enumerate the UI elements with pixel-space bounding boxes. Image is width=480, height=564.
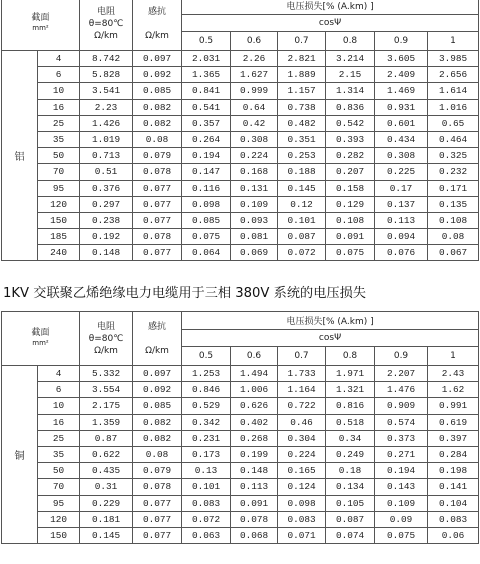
value-cell: 1.314 bbox=[326, 83, 375, 99]
value-cell: 0.134 bbox=[326, 479, 375, 495]
value-cell: 0.109 bbox=[231, 196, 278, 212]
section-size-cell: 95 bbox=[38, 180, 80, 196]
section-size-cell: 95 bbox=[38, 495, 80, 511]
value-cell: 0.229 bbox=[80, 495, 133, 511]
value-cell: 0.12 bbox=[278, 196, 326, 212]
value-cell: 0.13 bbox=[182, 463, 231, 479]
value-cell: 0.08 bbox=[133, 131, 182, 147]
value-cell: 1.426 bbox=[80, 115, 133, 131]
value-cell: 0.357 bbox=[182, 115, 231, 131]
value-cell: 0.198 bbox=[428, 463, 479, 479]
value-cell: 0.101 bbox=[278, 212, 326, 228]
value-cell: 0.181 bbox=[80, 511, 133, 527]
cos-value-header: 0.7 bbox=[278, 32, 326, 51]
value-cell: 0.253 bbox=[278, 148, 326, 164]
value-cell: 0.069 bbox=[231, 245, 278, 261]
value-cell: 0.101 bbox=[182, 479, 231, 495]
resistance-header: 电阻 θ=80℃ Ω/km bbox=[80, 312, 133, 366]
value-cell: 0.626 bbox=[231, 398, 278, 414]
value-cell: 3.214 bbox=[326, 51, 375, 67]
section-size-cell: 6 bbox=[38, 67, 80, 83]
value-cell: 0.846 bbox=[182, 382, 231, 398]
section-size-cell: 10 bbox=[38, 398, 80, 414]
voltage-loss-header: 电压损失[% (A.km) ] bbox=[182, 0, 479, 15]
table-row bbox=[2, 511, 479, 527]
value-cell: 0.077 bbox=[133, 495, 182, 511]
table-row bbox=[2, 463, 479, 479]
value-cell: 0.402 bbox=[231, 414, 278, 430]
table-row bbox=[2, 180, 479, 196]
value-cell: 3.605 bbox=[375, 51, 428, 67]
resistance-header: 电阻 θ=80℃ Ω/km bbox=[80, 0, 133, 51]
value-cell: 0.093 bbox=[231, 212, 278, 228]
value-cell: 2.656 bbox=[428, 67, 479, 83]
value-cell: 0.207 bbox=[326, 164, 375, 180]
section-size-cell: 240 bbox=[38, 245, 80, 261]
value-cell: 0.18 bbox=[326, 463, 375, 479]
value-cell: 0.271 bbox=[375, 446, 428, 462]
value-cell: 0.075 bbox=[326, 245, 375, 261]
value-cell: 0.909 bbox=[375, 398, 428, 414]
cos-value-header: 0.5 bbox=[182, 347, 231, 366]
section-size-cell: 185 bbox=[38, 229, 80, 245]
table-row bbox=[2, 446, 479, 462]
value-cell: 0.077 bbox=[133, 527, 182, 543]
value-cell: 1.469 bbox=[375, 83, 428, 99]
cos-header: cosΨ bbox=[182, 15, 479, 32]
value-cell: 0.063 bbox=[182, 527, 231, 543]
value-cell: 0.393 bbox=[326, 131, 375, 147]
table-row bbox=[2, 131, 479, 147]
section-size-cell: 150 bbox=[38, 212, 80, 228]
value-cell: 0.116 bbox=[182, 180, 231, 196]
value-cell: 0.108 bbox=[326, 212, 375, 228]
value-cell: 0.34 bbox=[326, 430, 375, 446]
table-row bbox=[2, 366, 479, 382]
section-size-cell: 50 bbox=[38, 148, 80, 164]
value-cell: 1.016 bbox=[428, 99, 479, 115]
value-cell: 0.232 bbox=[428, 164, 479, 180]
value-cell: 0.077 bbox=[133, 212, 182, 228]
value-cell: 2.409 bbox=[375, 67, 428, 83]
value-cell: 0.068 bbox=[231, 527, 278, 543]
section-size-cell: 6 bbox=[38, 382, 80, 398]
voltage-loss-header: 电压损失[% (A.km) ] bbox=[182, 312, 479, 330]
value-cell: 0.999 bbox=[231, 83, 278, 99]
value-cell: 0.171 bbox=[428, 180, 479, 196]
value-cell: 0.067 bbox=[428, 245, 479, 261]
cos-value-header: 0.9 bbox=[375, 347, 428, 366]
value-cell: 1.627 bbox=[231, 67, 278, 83]
conductor-material-cell: 铜 bbox=[2, 366, 38, 544]
value-cell: 1.019 bbox=[80, 131, 133, 147]
section-size-cell: 50 bbox=[38, 463, 80, 479]
value-cell: 0.297 bbox=[80, 196, 133, 212]
table-row bbox=[2, 495, 479, 511]
value-cell: 0.079 bbox=[133, 148, 182, 164]
value-cell: 0.194 bbox=[182, 148, 231, 164]
section-size-cell: 70 bbox=[38, 479, 80, 495]
value-cell: 0.077 bbox=[133, 245, 182, 261]
value-cell: 0.87 bbox=[80, 430, 133, 446]
value-cell: 1.62 bbox=[428, 382, 479, 398]
cos-header: cosΨ bbox=[182, 330, 479, 347]
section-size-cell: 120 bbox=[38, 196, 80, 212]
value-cell: 0.087 bbox=[278, 229, 326, 245]
table-row bbox=[2, 99, 479, 115]
value-cell: 0.148 bbox=[80, 245, 133, 261]
value-cell: 1.889 bbox=[278, 67, 326, 83]
table-row bbox=[2, 212, 479, 228]
value-cell: 0.17 bbox=[375, 180, 428, 196]
value-cell: 0.238 bbox=[80, 212, 133, 228]
conductor-material-cell: 铝 bbox=[2, 51, 38, 261]
value-cell: 0.091 bbox=[231, 495, 278, 511]
value-cell: 0.64 bbox=[231, 99, 278, 115]
value-cell: 2.23 bbox=[80, 99, 133, 115]
value-cell: 0.282 bbox=[326, 148, 375, 164]
value-cell: 0.085 bbox=[133, 83, 182, 99]
section-size-cell: 16 bbox=[38, 99, 80, 115]
value-cell: 0.064 bbox=[182, 245, 231, 261]
value-cell: 0.091 bbox=[326, 229, 375, 245]
table-row bbox=[2, 527, 479, 543]
value-cell: 1.476 bbox=[375, 382, 428, 398]
value-cell: 0.129 bbox=[326, 196, 375, 212]
value-cell: 5.828 bbox=[80, 67, 133, 83]
value-cell: 0.08 bbox=[133, 446, 182, 462]
value-cell: 0.373 bbox=[375, 430, 428, 446]
value-cell: 0.145 bbox=[80, 527, 133, 543]
value-cell: 1.365 bbox=[182, 67, 231, 83]
value-cell: 0.079 bbox=[133, 463, 182, 479]
table-row bbox=[2, 83, 479, 99]
value-cell: 1.253 bbox=[182, 366, 231, 382]
value-cell: 2.031 bbox=[182, 51, 231, 67]
value-cell: 0.574 bbox=[375, 414, 428, 430]
value-cell: 0.194 bbox=[375, 463, 428, 479]
value-cell: 0.249 bbox=[326, 446, 375, 462]
section-size-cell: 150 bbox=[38, 527, 80, 543]
value-cell: 0.224 bbox=[231, 148, 278, 164]
table-row bbox=[2, 479, 479, 495]
value-cell: 0.082 bbox=[133, 115, 182, 131]
value-cell: 0.325 bbox=[428, 148, 479, 164]
value-cell: 0.094 bbox=[375, 229, 428, 245]
value-cell: 1.494 bbox=[231, 366, 278, 382]
value-cell: 0.081 bbox=[231, 229, 278, 245]
value-cell: 0.51 bbox=[80, 164, 133, 180]
value-cell: 0.148 bbox=[231, 463, 278, 479]
cos-value-header: 0.6 bbox=[231, 32, 278, 51]
cos-value-header: 0.6 bbox=[231, 347, 278, 366]
value-cell: 0.816 bbox=[326, 398, 375, 414]
cos-value-header: 0.8 bbox=[326, 32, 375, 51]
section-size-cell: 10 bbox=[38, 83, 80, 99]
value-cell: 2.15 bbox=[326, 67, 375, 83]
cos-value-header: 0.5 bbox=[182, 32, 231, 51]
value-cell: 0.071 bbox=[278, 527, 326, 543]
value-cell: 1.006 bbox=[231, 382, 278, 398]
section-size-cell: 35 bbox=[38, 446, 80, 462]
reactance-header: 感抗 Ω/km bbox=[133, 0, 182, 51]
value-cell: 0.264 bbox=[182, 131, 231, 147]
value-cell: 3.554 bbox=[80, 382, 133, 398]
value-cell: 0.098 bbox=[182, 196, 231, 212]
value-cell: 0.351 bbox=[278, 131, 326, 147]
section-header: 截面 $^{mm^2}$ bbox=[2, 0, 80, 51]
table-row bbox=[2, 148, 479, 164]
table-row bbox=[2, 196, 479, 212]
cos-value-header: 0.7 bbox=[278, 347, 326, 366]
value-cell: 0.199 bbox=[231, 446, 278, 462]
value-cell: 0.109 bbox=[375, 495, 428, 511]
value-cell: 0.075 bbox=[375, 527, 428, 543]
cos-value-header: 0.8 bbox=[326, 347, 375, 366]
value-cell: 0.083 bbox=[182, 495, 231, 511]
value-cell: 1.614 bbox=[428, 83, 479, 99]
value-cell: 0.991 bbox=[428, 398, 479, 414]
value-cell: 0.188 bbox=[278, 164, 326, 180]
value-cell: 0.077 bbox=[133, 511, 182, 527]
value-cell: 0.077 bbox=[133, 196, 182, 212]
value-cell: 0.135 bbox=[428, 196, 479, 212]
value-cell: 0.931 bbox=[375, 99, 428, 115]
value-cell: 0.738 bbox=[278, 99, 326, 115]
table-row bbox=[2, 398, 479, 414]
value-cell: 0.124 bbox=[278, 479, 326, 495]
value-cell: 1.971 bbox=[326, 366, 375, 382]
value-cell: 0.145 bbox=[278, 180, 326, 196]
value-cell: 0.097 bbox=[133, 51, 182, 67]
value-cell: 0.397 bbox=[428, 430, 479, 446]
cos-value-header: 1 bbox=[428, 32, 479, 51]
value-cell: 0.158 bbox=[326, 180, 375, 196]
value-cell: 1.321 bbox=[326, 382, 375, 398]
value-cell: 0.165 bbox=[278, 463, 326, 479]
value-cell: 0.518 bbox=[326, 414, 375, 430]
value-cell: 0.619 bbox=[428, 414, 479, 430]
value-cell: 0.09 bbox=[375, 511, 428, 527]
table-row bbox=[2, 229, 479, 245]
value-cell: 0.092 bbox=[133, 382, 182, 398]
table-row bbox=[2, 115, 479, 131]
section-size-cell: 25 bbox=[38, 430, 80, 446]
value-cell: 0.173 bbox=[182, 446, 231, 462]
value-cell: 0.376 bbox=[80, 180, 133, 196]
value-cell: 0.113 bbox=[375, 212, 428, 228]
value-cell: 0.078 bbox=[133, 164, 182, 180]
value-cell: 0.622 bbox=[80, 446, 133, 462]
value-cell: 1.359 bbox=[80, 414, 133, 430]
value-cell: 0.131 bbox=[231, 180, 278, 196]
value-cell: 2.821 bbox=[278, 51, 326, 67]
value-cell: 0.46 bbox=[278, 414, 326, 430]
table-row bbox=[2, 414, 479, 430]
value-cell: 0.085 bbox=[133, 398, 182, 414]
value-cell: 0.083 bbox=[278, 511, 326, 527]
value-cell: 0.075 bbox=[182, 229, 231, 245]
value-cell: 0.083 bbox=[428, 511, 479, 527]
value-cell: 0.098 bbox=[278, 495, 326, 511]
value-cell: 8.742 bbox=[80, 51, 133, 67]
section-size-cell: 4 bbox=[38, 51, 80, 67]
aluminum-cable-table bbox=[1, 0, 479, 261]
value-cell: 0.078 bbox=[133, 479, 182, 495]
value-cell: 0.722 bbox=[278, 398, 326, 414]
value-cell: 0.113 bbox=[231, 479, 278, 495]
value-cell: 0.482 bbox=[278, 115, 326, 131]
value-cell: 0.342 bbox=[182, 414, 231, 430]
value-cell: 0.434 bbox=[375, 131, 428, 147]
table-row bbox=[2, 382, 479, 398]
value-cell: 2.26 bbox=[231, 51, 278, 67]
table-row bbox=[2, 245, 479, 261]
table-row bbox=[2, 67, 479, 83]
cos-value-header: 0.9 bbox=[375, 32, 428, 51]
section-header: 截面 $^{mm^2}$ bbox=[2, 312, 80, 366]
reactance-header: 感抗 Ω/km bbox=[133, 312, 182, 366]
value-cell: 0.713 bbox=[80, 148, 133, 164]
value-cell: 0.092 bbox=[133, 67, 182, 83]
value-cell: 0.077 bbox=[133, 180, 182, 196]
value-cell: 0.841 bbox=[182, 83, 231, 99]
value-cell: 0.231 bbox=[182, 430, 231, 446]
value-cell: 0.076 bbox=[375, 245, 428, 261]
section-size-cell: 25 bbox=[38, 115, 80, 131]
section-size-cell: 70 bbox=[38, 164, 80, 180]
section-size-cell: 4 bbox=[38, 366, 80, 382]
value-cell: 0.082 bbox=[133, 430, 182, 446]
value-cell: 0.268 bbox=[231, 430, 278, 446]
value-cell: 0.078 bbox=[133, 229, 182, 245]
value-cell: 0.08 bbox=[428, 229, 479, 245]
value-cell: 0.06 bbox=[428, 527, 479, 543]
value-cell: 5.332 bbox=[80, 366, 133, 382]
value-cell: 0.284 bbox=[428, 446, 479, 462]
value-cell: 2.43 bbox=[428, 366, 479, 382]
value-cell: 0.304 bbox=[278, 430, 326, 446]
value-cell: 0.529 bbox=[182, 398, 231, 414]
value-cell: 0.072 bbox=[182, 511, 231, 527]
value-cell: 0.31 bbox=[80, 479, 133, 495]
value-cell: 0.108 bbox=[428, 212, 479, 228]
value-cell: 0.074 bbox=[326, 527, 375, 543]
value-cell: 0.464 bbox=[428, 131, 479, 147]
value-cell: 2.207 bbox=[375, 366, 428, 382]
value-cell: 0.137 bbox=[375, 196, 428, 212]
value-cell: 1.164 bbox=[278, 382, 326, 398]
value-cell: 0.42 bbox=[231, 115, 278, 131]
value-cell: 0.143 bbox=[375, 479, 428, 495]
value-cell: 0.308 bbox=[231, 131, 278, 147]
value-cell: 0.65 bbox=[428, 115, 479, 131]
value-cell: 0.141 bbox=[428, 479, 479, 495]
value-cell: 3.985 bbox=[428, 51, 479, 67]
cos-value-header: 1 bbox=[428, 347, 479, 366]
value-cell: 0.435 bbox=[80, 463, 133, 479]
value-cell: 1.157 bbox=[278, 83, 326, 99]
value-cell: 0.225 bbox=[375, 164, 428, 180]
copper-cable-table bbox=[1, 311, 479, 544]
value-cell: 0.097 bbox=[133, 366, 182, 382]
value-cell: 0.192 bbox=[80, 229, 133, 245]
value-cell: 3.541 bbox=[80, 83, 133, 99]
value-cell: 0.541 bbox=[182, 99, 231, 115]
table-caption: 1KV 交联聚乙烯绝缘电力电缆用于三相 380V 系统的电压损失 bbox=[3, 286, 366, 301]
value-cell: 0.836 bbox=[326, 99, 375, 115]
section-size-cell: 35 bbox=[38, 131, 80, 147]
value-cell: 0.168 bbox=[231, 164, 278, 180]
value-cell: 0.087 bbox=[326, 511, 375, 527]
section-size-cell: 16 bbox=[38, 414, 80, 430]
value-cell: 0.224 bbox=[278, 446, 326, 462]
value-cell: 0.082 bbox=[133, 99, 182, 115]
value-cell: 0.147 bbox=[182, 164, 231, 180]
table-row bbox=[2, 51, 479, 67]
table-row bbox=[2, 164, 479, 180]
value-cell: 0.078 bbox=[231, 511, 278, 527]
value-cell: 0.082 bbox=[133, 414, 182, 430]
value-cell: 0.104 bbox=[428, 495, 479, 511]
value-cell: 0.601 bbox=[375, 115, 428, 131]
table-row bbox=[2, 430, 479, 446]
value-cell: 1.733 bbox=[278, 366, 326, 382]
value-cell: 2.175 bbox=[80, 398, 133, 414]
value-cell: 0.105 bbox=[326, 495, 375, 511]
value-cell: 0.085 bbox=[182, 212, 231, 228]
value-cell: 0.542 bbox=[326, 115, 375, 131]
section-size-cell: 120 bbox=[38, 511, 80, 527]
value-cell: 0.072 bbox=[278, 245, 326, 261]
value-cell: 0.308 bbox=[375, 148, 428, 164]
